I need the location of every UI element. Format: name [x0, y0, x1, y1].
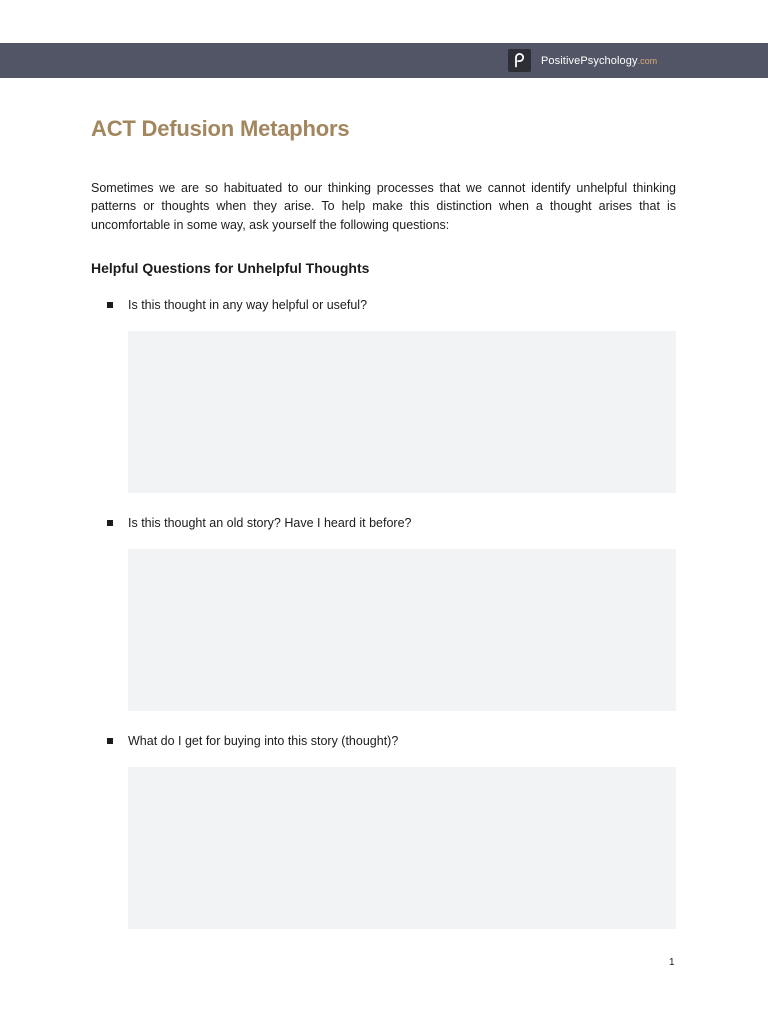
section-heading: Helpful Questions for Unhelpful Thoughts [91, 260, 370, 276]
header-bar [0, 43, 768, 78]
question-item [107, 516, 412, 530]
answer-field[interactable] [128, 331, 676, 493]
question-text: Is this thought in any way helpful or useful? [128, 298, 368, 312]
square-bullet-icon [107, 738, 113, 744]
question-item [107, 298, 367, 312]
question-text: What do I get for buying into this story (thought)? [128, 734, 399, 748]
question-text: Is this thought an old story? Have I heard it before? [128, 516, 412, 530]
question-item [107, 734, 398, 748]
intro-paragraph: Sometimes we are so habituated to our thinking processes that we cannot identify unhelpful thinking patterns or thoughts when they arise. To help make this distinction when a thought arises that is uncomfortable in some way, ask yourself the following questions: [91, 181, 676, 232]
answer-field[interactable] [128, 549, 676, 711]
answer-field[interactable] [128, 767, 676, 929]
brand[interactable] [508, 49, 657, 72]
page-number: 1 [669, 957, 675, 968]
page-title: ACT Defusion Metaphors [91, 116, 350, 141]
brand-name: PositivePsychology [541, 54, 638, 67]
square-bullet-icon [107, 520, 113, 526]
brand-tld: .com [637, 55, 658, 66]
p-logo-icon [508, 49, 531, 72]
square-bullet-icon [107, 302, 113, 308]
